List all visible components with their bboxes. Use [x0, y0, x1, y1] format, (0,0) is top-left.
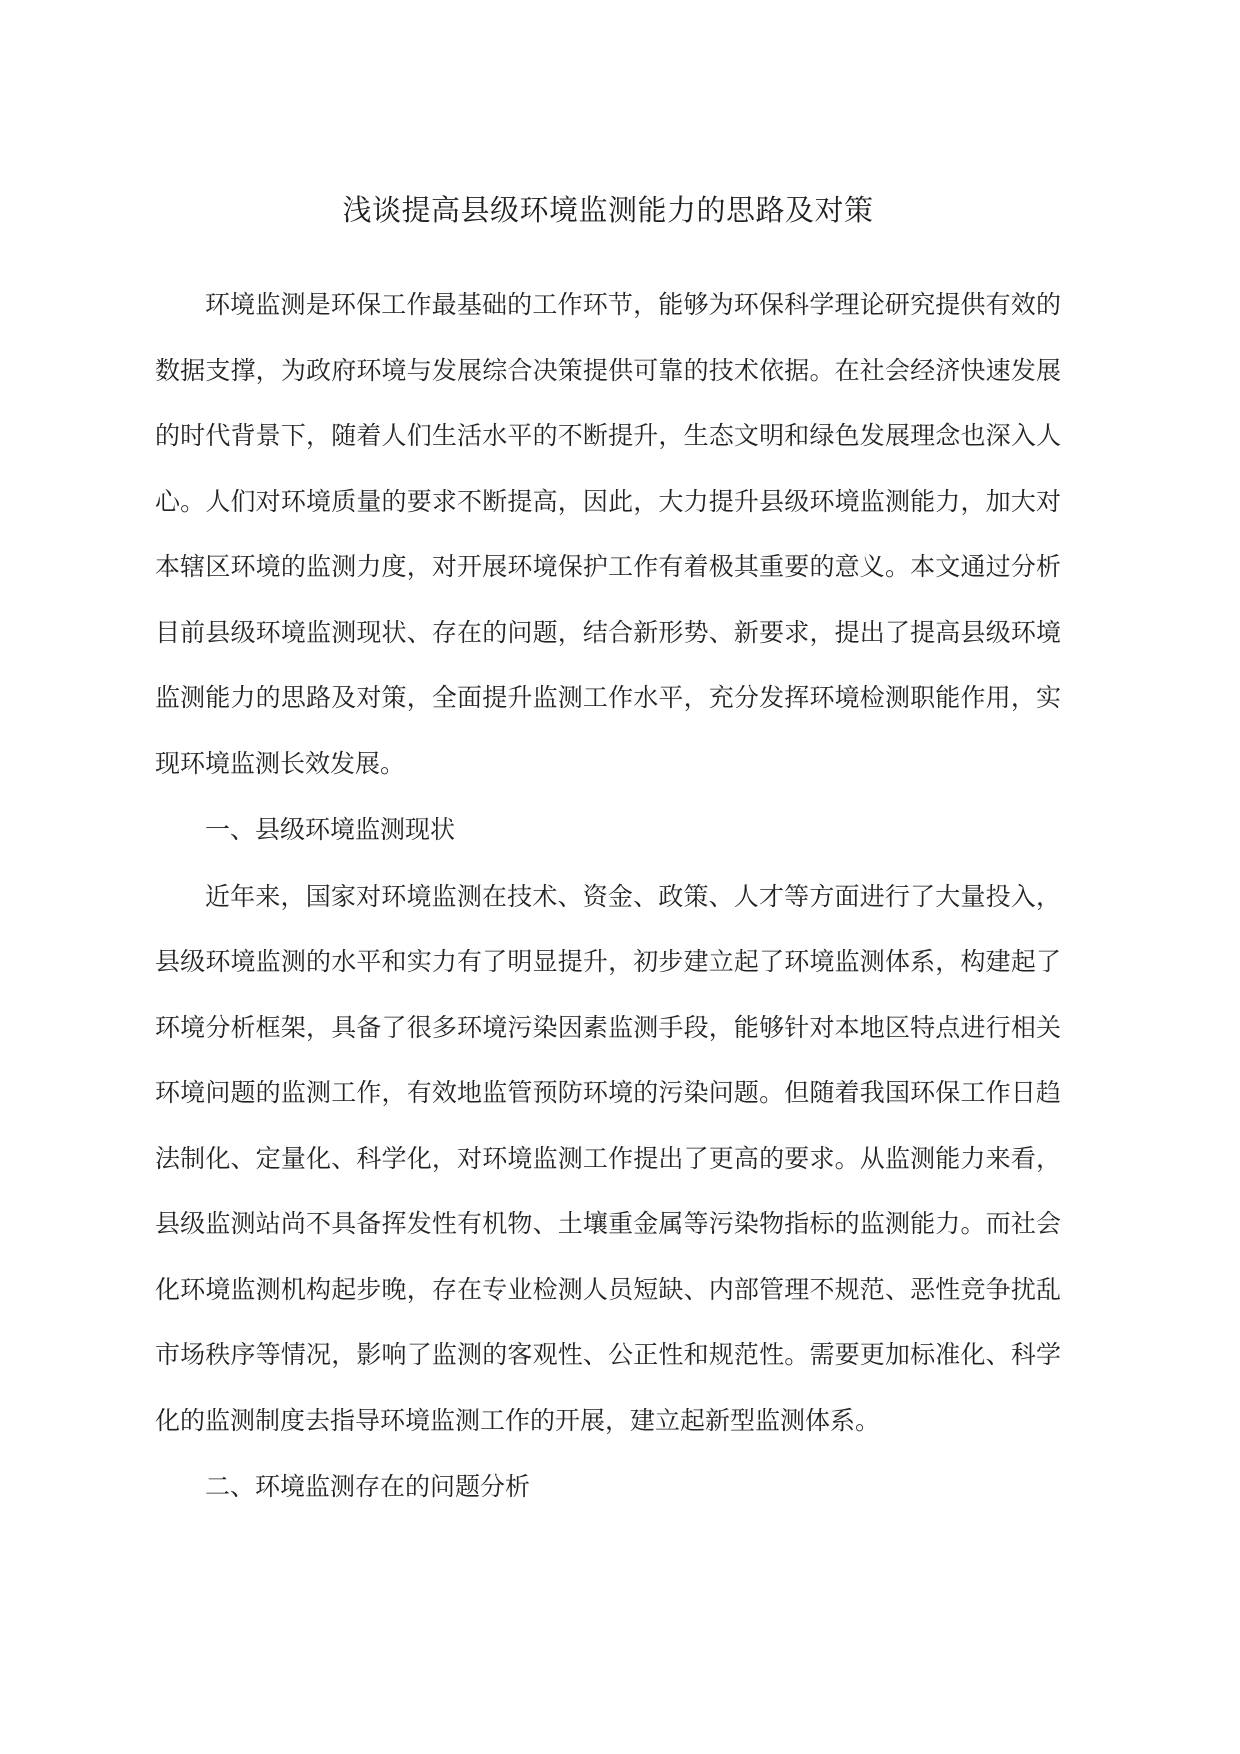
status-paragraph: 近年来，国家对环境监测在技术、资金、政策、人才等方面进行了大量投入，县级环境监测的水平和实力有了明显提升，初步建立起了环境监测体系，构建起了环境分析框架，具备了很多环境污染因素监测手段，能够针对本地区特点进行相关环境问题的监测工作，有效地监管预防环境的污染问题。但随着我国环保工作日趋法制化、定量化、科学化，对环境监测工作提出了更高的要求。从监测能力来看，县级监测站尚不具备挥发性有机物、土壤重金属等污染物指标的监测能力。而社会化环境监测机构起步晚，存在专业检测人员短缺、内部管理不规范、恶性竞争扰乱市场秩序等情况，影响了监测的客观性、公正性和规范性。需要更加标准化、科学化的监测制度去指导环境监测工作的开展，建立起新型监测体系。 [155, 881, 1061, 1435]
intro-paragraph: 环境监测是环保工作最基础的工作环节，能够为环保科学理论研究提供有效的数据支撑，为政府环境与发展综合决策提供可靠的技术依据。在社会经济快速发展的时代背景下，随着人们生活水平的不断提升，生态文明和绿色发展理念也深入人心。人们对环境质量的要求不断提高，因此，大力提升县级环境监测能力，加大对本辖区环境的监测力度，对开展环境保护工作有着极其重要的意义。本文通过分析目前县级环境监测现状、存在的问题，结合新形势、新要求，提出了提高县级环境监测能力的思路及对策，全面提升监测工作水平，充分发挥环境检测职能作用，实现环境监测长效发展。 [155, 290, 1061, 778]
document-body [155, 272, 1061, 1520]
document-title: 浅谈提高县级环境监测能力的思路及对策 [342, 193, 874, 227]
section-heading-1: 一、县级环境监测现状 [205, 815, 456, 844]
section-heading-2: 二、环境监测存在的问题分析 [205, 1472, 531, 1501]
